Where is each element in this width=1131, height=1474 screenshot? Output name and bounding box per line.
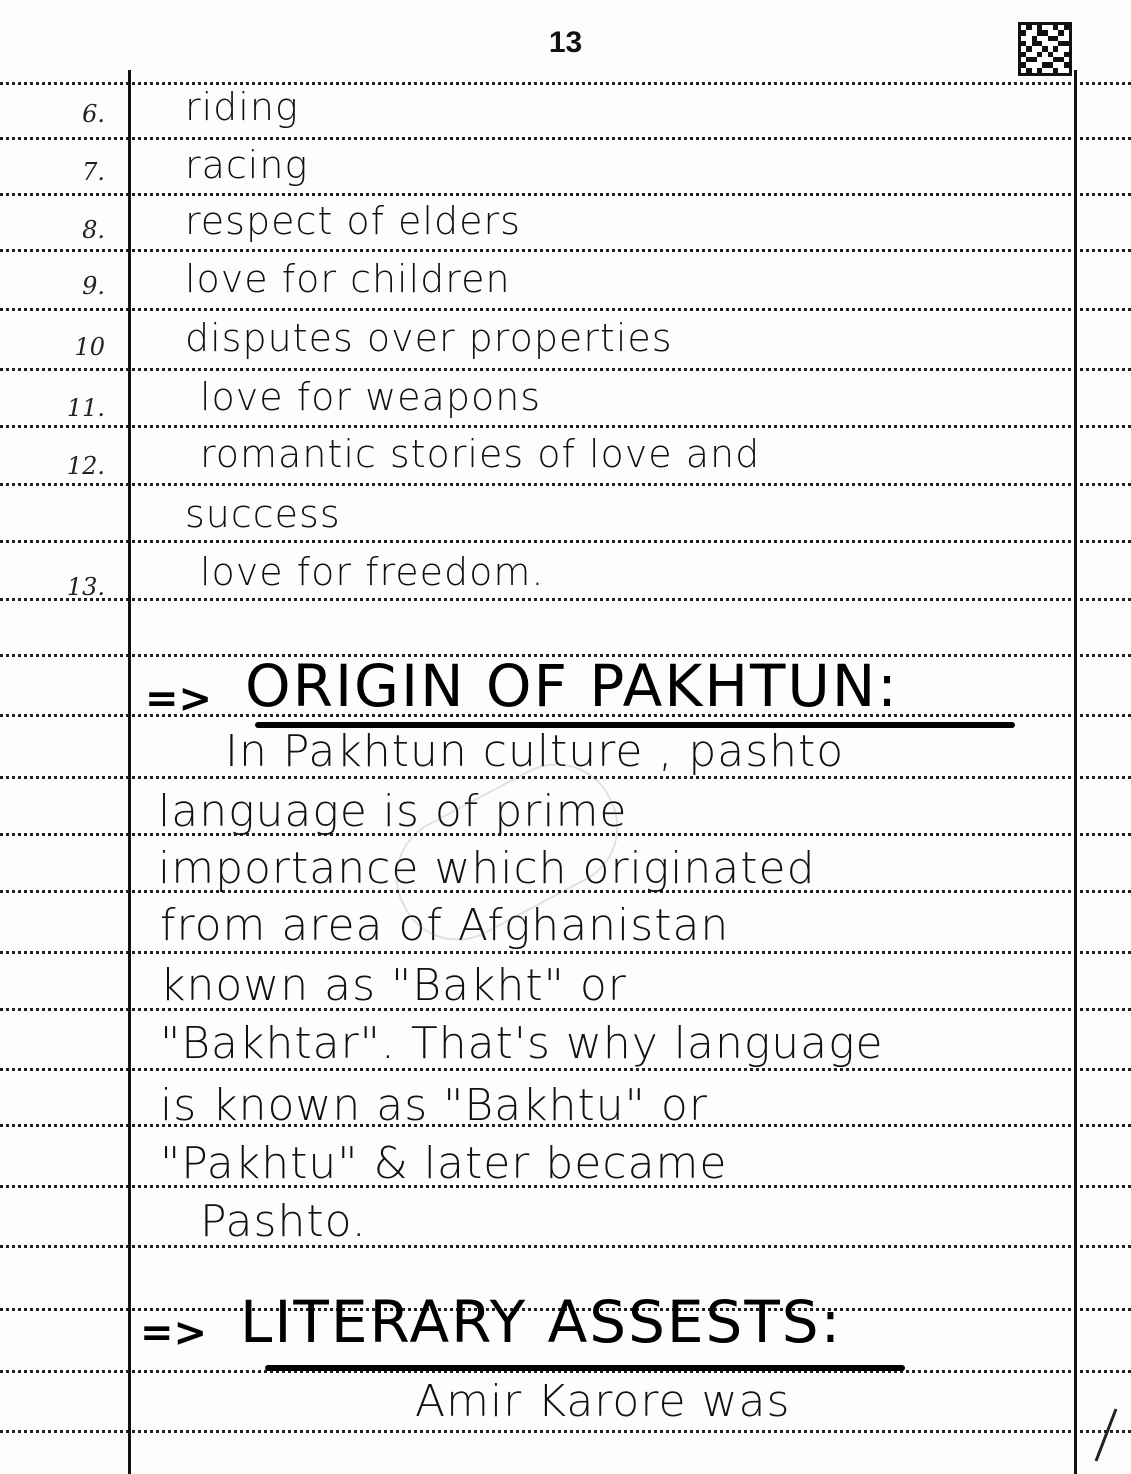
list-number: 12. — [66, 452, 105, 480]
ruled-line — [0, 249, 1131, 252]
list-item: disputes over properties — [185, 316, 673, 360]
page-number: 13 — [548, 26, 583, 59]
paragraph-line: Pashto. — [200, 1196, 367, 1247]
ruled-line — [0, 540, 1131, 543]
ruled-line — [0, 598, 1131, 601]
arrow-icon: => — [145, 676, 213, 722]
left-margin-line — [128, 70, 131, 1474]
list-item: romantic stories of love and — [200, 432, 761, 476]
list-item: love for weapons — [200, 375, 542, 419]
ruled-line — [0, 1430, 1131, 1433]
ruled-line — [0, 951, 1131, 954]
list-item: love for freedom. — [200, 550, 545, 594]
list-number: 9. — [82, 272, 105, 300]
qr-code-icon — [1018, 22, 1072, 76]
paragraph-line: "Pakhtu" & later became — [160, 1138, 728, 1189]
section-heading: ORIGIN OF PAKHTUN: — [245, 652, 899, 720]
right-margin-line — [1074, 70, 1077, 1474]
ruled-line — [0, 308, 1131, 311]
heading-underline — [265, 1365, 905, 1371]
paragraph-line: In Pakhtun culture , pashto — [225, 726, 845, 777]
ruled-line — [0, 193, 1131, 196]
ruled-line — [0, 425, 1131, 428]
paragraph-line: importance which originated — [158, 843, 816, 894]
list-item: love for children — [185, 257, 511, 301]
paragraph-line: Amir Karore was — [415, 1376, 791, 1427]
paragraph-line: language is of prime — [158, 786, 628, 837]
list-number: 10 — [74, 333, 105, 361]
list-number: 8. — [82, 216, 105, 244]
list-number: 7. — [82, 158, 105, 186]
list-number: 6. — [82, 100, 105, 128]
ruled-line — [0, 368, 1131, 371]
list-item: racing — [185, 143, 309, 187]
paragraph-line: "Bakhtar". That's why language — [160, 1018, 884, 1069]
paragraph-line: is known as "Bakhtu" or — [160, 1080, 708, 1131]
pen-stroke-mark — [1090, 1405, 1120, 1465]
list-item: respect of elders — [185, 199, 521, 243]
ruled-line — [0, 483, 1131, 486]
arrow-icon: => — [140, 1310, 208, 1356]
section-heading: LITERARY ASSESTS: — [240, 1288, 843, 1356]
paragraph-line: known as "Bakht" or — [160, 960, 627, 1011]
list-item: riding — [185, 85, 299, 129]
ruled-line — [0, 82, 1131, 85]
list-number: 11. — [66, 394, 105, 422]
paragraph-line: from area of Afghanistan — [160, 900, 730, 951]
ruled-line — [0, 1245, 1131, 1248]
ruled-line — [0, 137, 1131, 140]
list-item: success — [185, 492, 341, 536]
list-number: 13. — [66, 573, 105, 601]
